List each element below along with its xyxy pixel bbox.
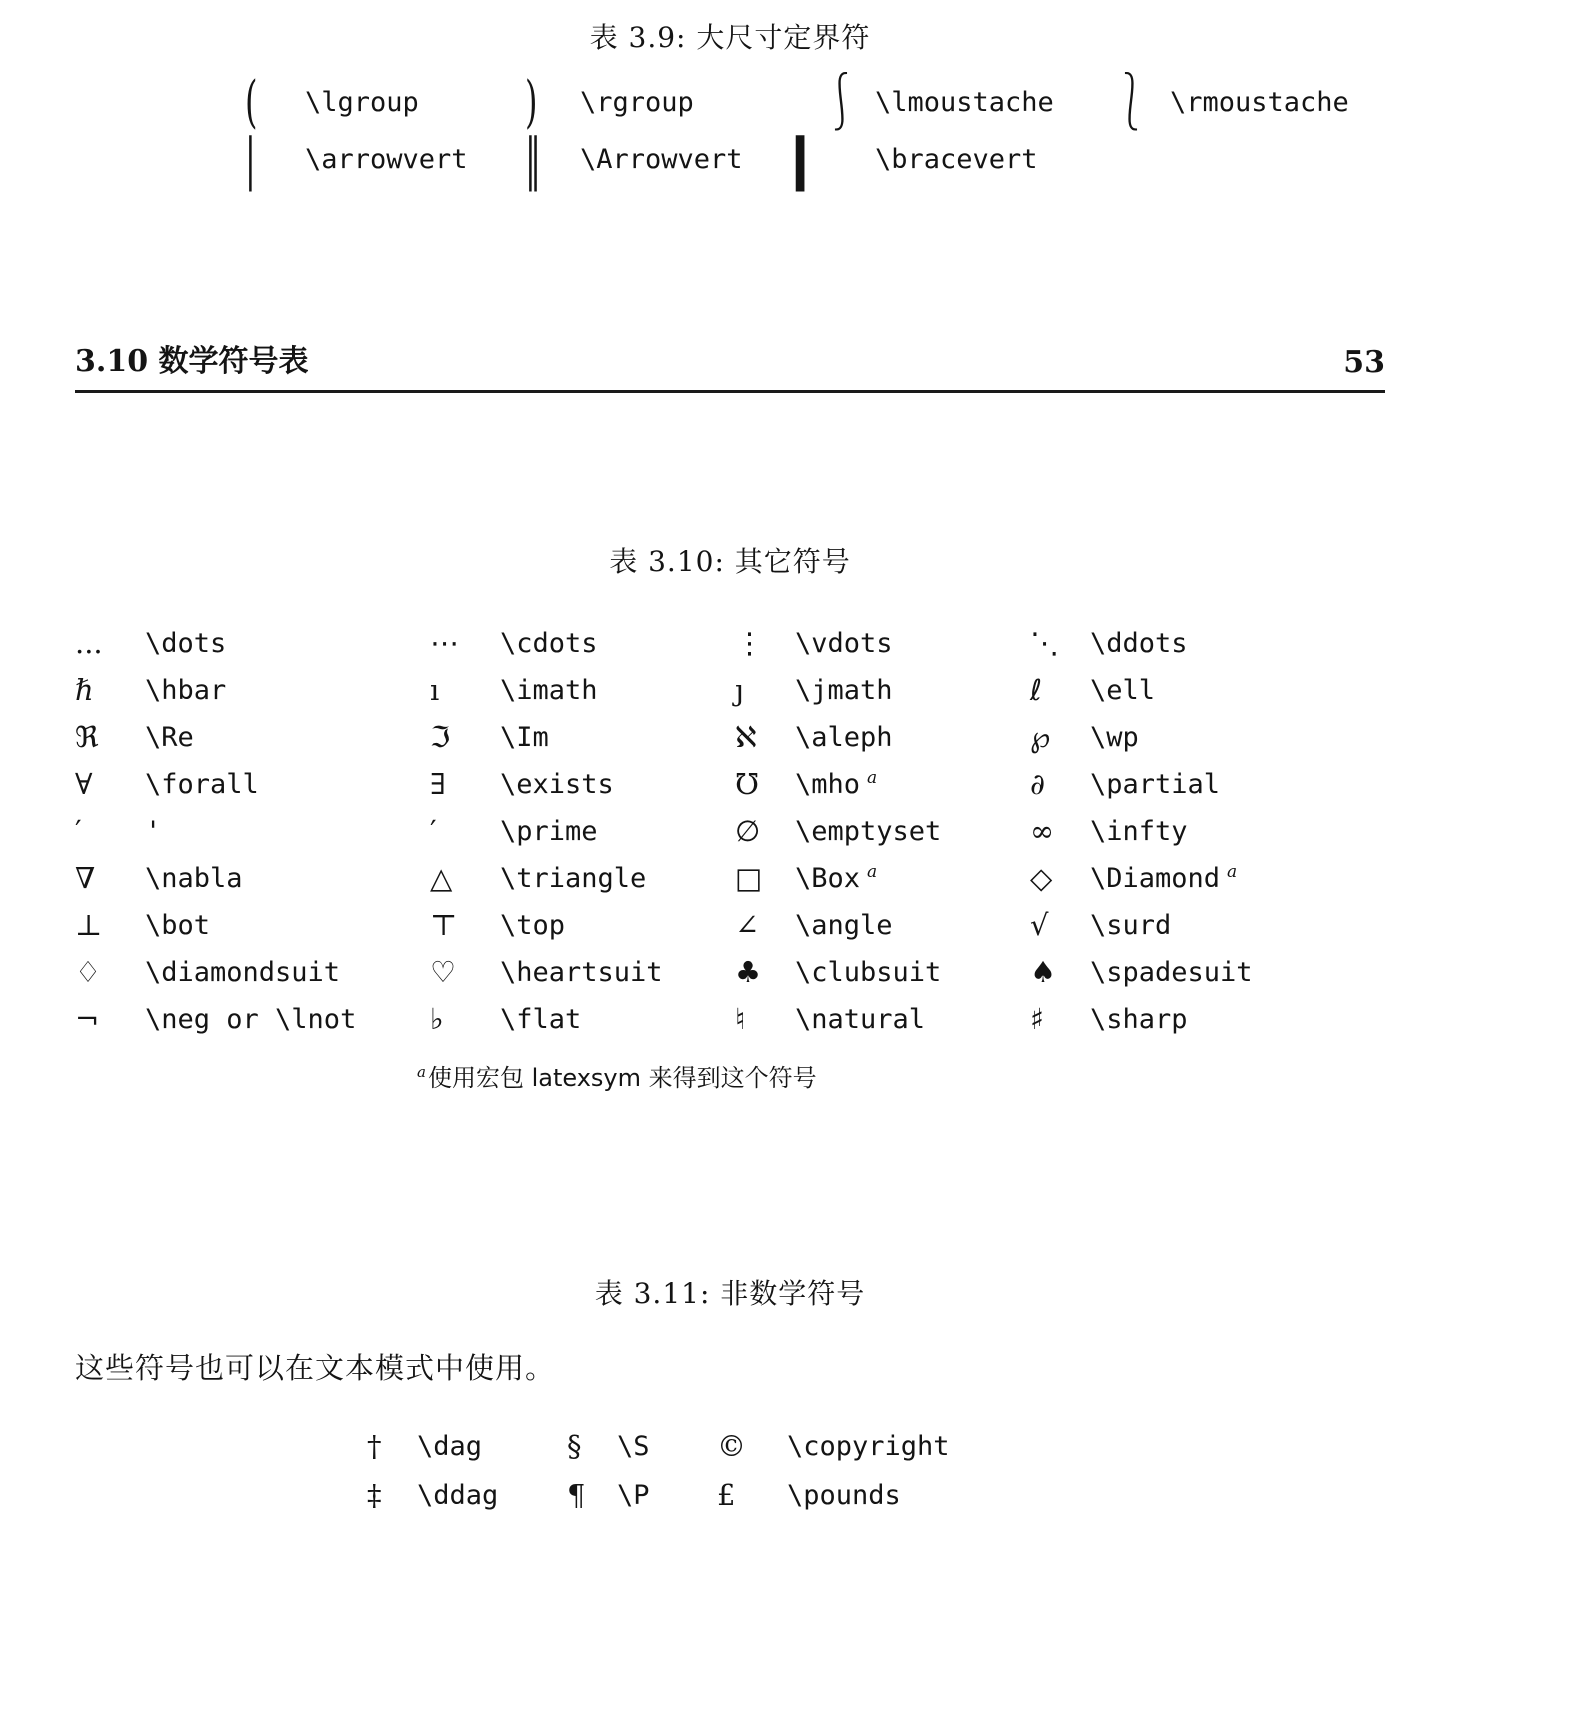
symbol-row — [75, 855, 1385, 902]
symbol-glyph: √ — [1030, 908, 1049, 942]
symbol-row — [245, 125, 1370, 192]
symbol-glyph: ∠ — [735, 908, 760, 942]
symbol-glyph: ⊤ — [430, 908, 458, 942]
latex-command: \emptyset — [795, 816, 942, 847]
latex-command: \wp — [1090, 722, 1139, 753]
latex-command: \S — [617, 1431, 650, 1462]
latex-command: \jmath — [795, 675, 893, 706]
symbol-glyph: ∞ — [1030, 814, 1055, 848]
symbol-glyph: ℏ — [75, 673, 94, 707]
latex-command: \Im — [500, 722, 549, 753]
latex-command: \forall — [145, 769, 259, 800]
symbol-glyph: ◇ — [1030, 861, 1053, 895]
latex-command: \angle — [795, 910, 893, 941]
symbol-glyph: ♭ — [430, 1002, 444, 1036]
latex-command: \cdots — [500, 628, 598, 659]
symbol-glyph: § — [567, 1429, 582, 1463]
latex-command: \rmoustache — [1170, 87, 1349, 118]
latex-command: \copyright — [787, 1431, 950, 1462]
latex-command: \vdots — [795, 628, 893, 659]
table-3-11-non-math-symbols — [367, 1422, 997, 1520]
latex-command: \mho $^a$ — [795, 768, 878, 800]
table-3-10-caption: 表 3.10: 其它符号 — [609, 545, 851, 578]
symbol-glyph: ) — [525, 68, 538, 135]
symbol-glyph: ∇ — [75, 861, 96, 895]
latex-command: \imath — [500, 675, 598, 706]
symbol-glyph: ℧ — [735, 767, 760, 801]
section-heading: 3.10 数学符号表 — [75, 344, 309, 379]
symbol-glyph: ⋱ — [1030, 626, 1059, 660]
latex-command: \prime — [500, 816, 598, 847]
symbol-glyph: ∀ — [75, 767, 93, 801]
symbol-glyph: ∃ — [430, 767, 446, 801]
latex-command: \Diamond $^a$ — [1090, 862, 1238, 894]
symbol-glyph: ⋮ — [735, 626, 764, 660]
footnote-text-pre: 使用宏包 — [427, 1064, 532, 1092]
latex-command: \diamondsuit — [145, 957, 341, 988]
table-3-9-large-delimiters — [245, 68, 1370, 192]
footnote-marker: a — [867, 768, 878, 788]
symbol-row — [245, 68, 1370, 135]
symbol-glyph: | — [785, 125, 816, 192]
symbol-row — [75, 902, 1385, 949]
latex-command: ' — [145, 816, 162, 847]
latex-command: \rgroup — [580, 87, 694, 118]
symbol-glyph: ′ — [430, 814, 437, 848]
intro-paragraph: 这些符号也可以在文本模式中使用。 — [75, 1351, 556, 1385]
symbol-row — [75, 620, 1385, 667]
symbol-row — [75, 808, 1385, 855]
latex-command: \top — [500, 910, 566, 941]
symbol-glyph: ♮ — [735, 1002, 746, 1036]
symbol-glyph: ⎱ — [1115, 68, 1148, 135]
symbol-glyph: □ — [735, 861, 763, 895]
symbol-row — [75, 996, 1385, 1043]
latex-command: \ell — [1090, 675, 1156, 706]
symbol-glyph: ⋯ — [430, 626, 459, 660]
latex-command: \partial — [1090, 769, 1221, 800]
symbol-row — [75, 761, 1385, 808]
symbol-glyph: ℵ — [735, 720, 757, 754]
latex-command: \Re — [145, 722, 194, 753]
latex-command: \P — [617, 1480, 650, 1511]
symbol-glyph: ♯ — [1030, 1002, 1045, 1036]
symbol-glyph: ℓ — [1030, 673, 1042, 707]
footnote-marker: a — [417, 1063, 426, 1081]
symbol-row — [75, 949, 1385, 996]
symbol-row — [367, 1422, 997, 1471]
symbol-glyph: ȷ — [735, 673, 744, 707]
symbol-glyph: ′ — [75, 814, 82, 848]
latex-command: \ddots — [1090, 628, 1188, 659]
latex-command: \lgroup — [305, 87, 419, 118]
latex-command: \dots — [145, 628, 227, 659]
symbol-row — [367, 1471, 997, 1520]
symbol-glyph: ℜ — [75, 720, 99, 754]
symbol-glyph: ℑ — [430, 720, 451, 754]
symbol-row — [75, 667, 1385, 714]
table-footnote — [417, 1058, 817, 1093]
latex-command: \Box $^a$ — [795, 862, 878, 894]
latex-command: \neg or \lnot — [145, 1004, 357, 1035]
symbol-glyph: ♢ — [75, 955, 101, 989]
latex-command: \dag — [417, 1431, 483, 1462]
footnote-marker: a — [1227, 862, 1238, 882]
latex-command: \heartsuit — [500, 957, 663, 988]
symbol-glyph: ♣ — [735, 955, 761, 989]
latex-command: \bracevert — [875, 144, 1038, 175]
symbol-glyph: ¶ — [567, 1478, 586, 1512]
latex-command: \hbar — [145, 675, 227, 706]
footnote-package-name: latexsym — [531, 1064, 642, 1092]
latex-command: \spadesuit — [1090, 957, 1253, 988]
symbol-glyph: ‡ — [367, 1478, 382, 1512]
symbol-glyph: △ — [430, 861, 453, 895]
symbol-glyph: ⊥ — [75, 908, 103, 942]
symbol-glyph: £ — [717, 1478, 736, 1512]
symbol-glyph: | — [245, 125, 256, 192]
symbol-glyph: ı — [430, 673, 440, 707]
latex-command: \lmoustache — [875, 87, 1054, 118]
latex-command: \clubsuit — [795, 957, 942, 988]
latex-command: \nabla — [145, 863, 243, 894]
symbol-glyph: † — [367, 1429, 382, 1463]
symbol-glyph: ∅ — [735, 814, 761, 848]
latex-command: \natural — [795, 1004, 926, 1035]
symbol-glyph: ∂ — [1030, 767, 1045, 801]
footnote-text-post: 来得到这个符号 — [641, 1064, 817, 1092]
latex-command: \flat — [500, 1004, 582, 1035]
page-number: 53 — [1343, 345, 1385, 380]
symbol-glyph: ♡ — [430, 955, 456, 989]
latex-command: \bot — [145, 910, 211, 941]
latex-command: \sharp — [1090, 1004, 1188, 1035]
symbol-glyph: ... — [75, 626, 103, 660]
symbol-glyph: ℘ — [1030, 720, 1051, 754]
table-3-9-caption: 表 3.9: 大尺寸定界符 — [589, 21, 871, 54]
symbol-glyph: ¬ — [75, 1002, 100, 1036]
latex-command: \infty — [1090, 816, 1188, 847]
page-content — [75, 0, 1385, 1736]
table-3-10-other-symbols — [75, 620, 1385, 1043]
latex-command: \aleph — [795, 722, 893, 753]
symbol-glyph: ‖ — [525, 125, 541, 192]
symbol-row — [75, 714, 1385, 761]
symbol-glyph: ♠ — [1030, 955, 1056, 989]
footnote-marker: a — [867, 862, 878, 882]
latex-command: \ddag — [417, 1480, 499, 1511]
running-header — [75, 336, 1385, 393]
latex-command: \Arrowvert — [580, 144, 743, 175]
symbol-glyph: ( — [245, 68, 258, 135]
latex-command: \pounds — [787, 1480, 901, 1511]
symbol-glyph: ⎰ — [825, 68, 858, 135]
latex-command: \exists — [500, 769, 614, 800]
latex-command: \triangle — [500, 863, 647, 894]
latex-command: \arrowvert — [305, 144, 468, 175]
latex-command: \surd — [1090, 910, 1172, 941]
symbol-glyph: © — [717, 1429, 746, 1463]
table-3-11-caption: 表 3.11: 非数学符号 — [594, 1277, 866, 1310]
